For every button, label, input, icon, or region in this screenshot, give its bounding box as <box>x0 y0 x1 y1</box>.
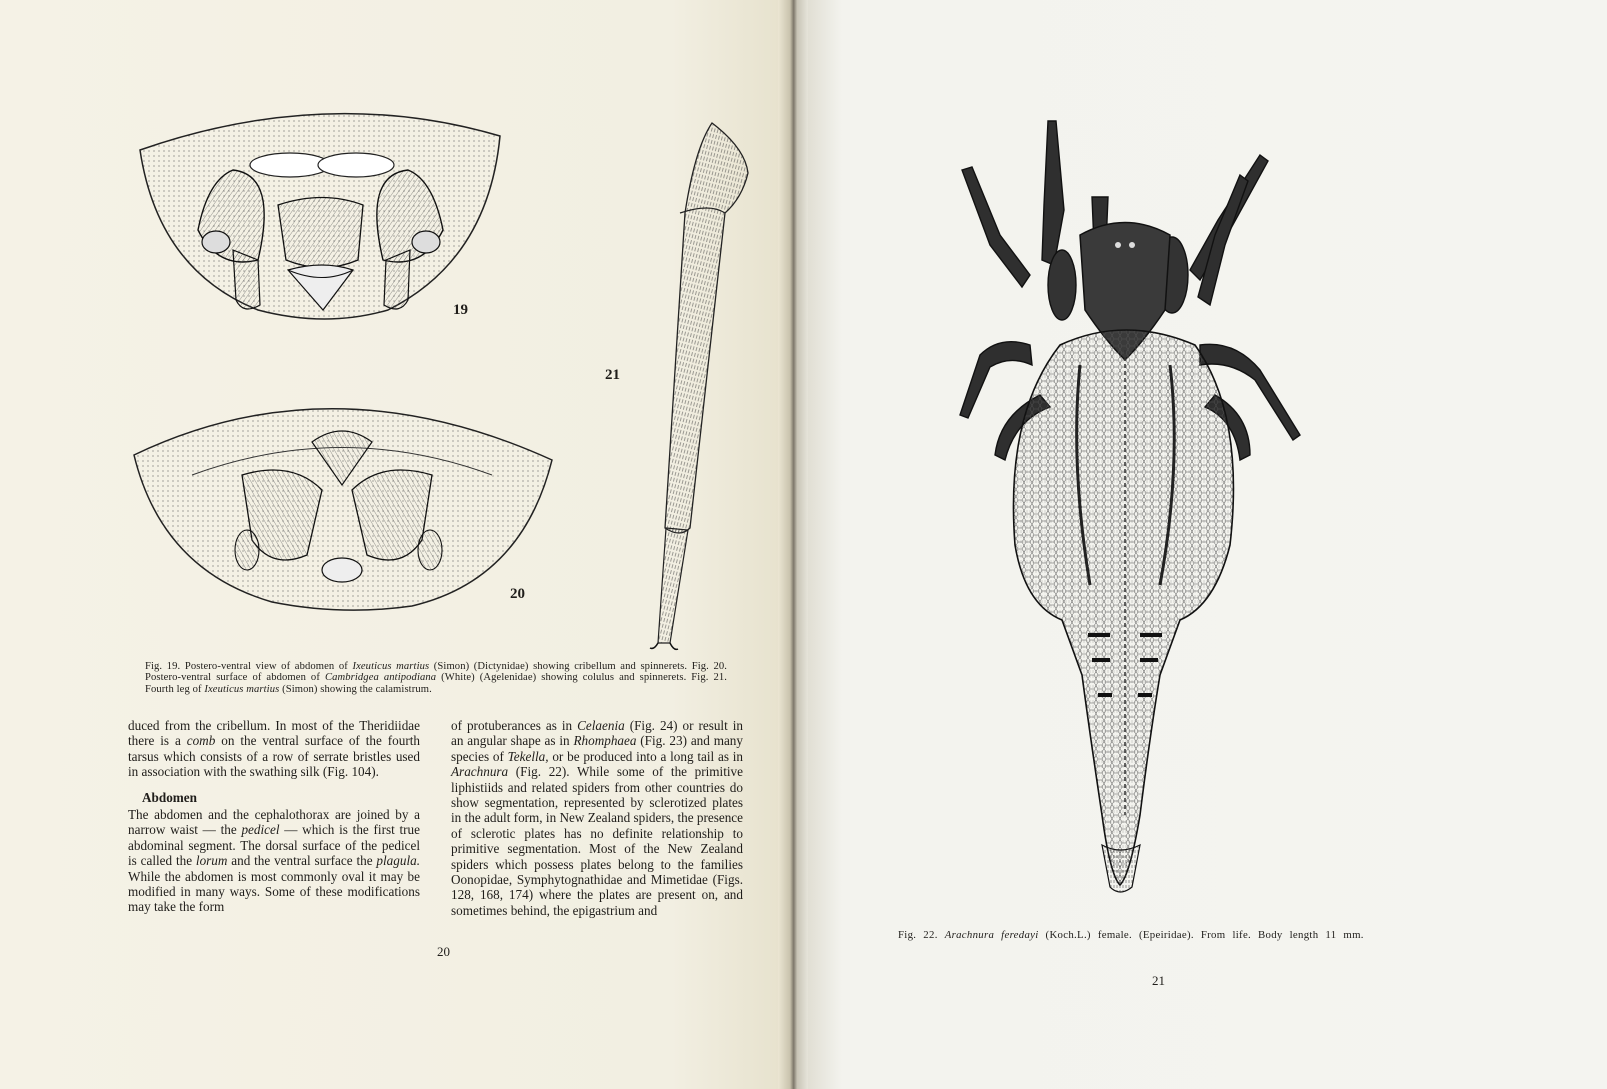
text-emphasis: comb <box>186 733 216 749</box>
text-run: The abdomen and the cephalothorax are joined by a narrow waist — the <box>128 807 420 838</box>
caption-species: Arachnura feredayi <box>944 929 1039 941</box>
caption-text: Fig. 22. <box>898 929 945 941</box>
text-run: of protuberances as in <box>451 718 578 733</box>
text-run: and the ventral surface the <box>227 853 377 869</box>
page-number-right: 21 <box>1152 973 1165 988</box>
book-gutter <box>778 0 808 1089</box>
figure-22-spider-illustration <box>960 115 1310 895</box>
text-emphasis: Tekella, <box>507 748 549 764</box>
caption-text: (Simon) (Dictynidae) showing cribellum and spinnerets. Fig. 20. Postero-ventral surface of abdomen of <box>145 661 727 684</box>
caption-text: (White) (Agelenidae) showing colulus and spinnerets. Fig. 21. Fourth leg of <box>145 672 728 695</box>
text-run: — which is the first true abdominal segment. The dorsal surface of the pedicel is called the <box>128 822 420 869</box>
page-number-left: 20 <box>437 944 450 959</box>
figures-19-21-caption <box>145 661 727 695</box>
figure-20-illustration <box>132 380 557 615</box>
caption-text: (Koch.L.) female. (Epeiridae). From life. Body length 11 mm. <box>1038 929 1364 941</box>
figure-19-illustration <box>138 110 514 330</box>
text-run: While the abdomen is most commonly oval it may be modified in many ways. Some of these modifications may take the form <box>128 868 420 915</box>
text-emphasis: Rhomphaea <box>573 733 637 749</box>
figure-20-label: 20 <box>510 586 525 602</box>
paragraph <box>128 807 420 915</box>
text-run: or be produced into a long tail as in <box>548 748 743 764</box>
text-emphasis: Arachnura <box>451 764 509 780</box>
caption-text: (Simon) showing the calamistrum. <box>279 683 432 695</box>
caption-species: Cambridgea antipodiana <box>324 672 437 684</box>
figure-22-caption <box>898 929 1364 941</box>
caption-text: Fig. 19. Postero-ventral view of abdomen of <box>145 661 353 672</box>
caption-species: Ixeuticus martius <box>204 683 280 695</box>
text-column-1 <box>128 718 420 915</box>
text-emphasis: lorum <box>195 853 228 869</box>
text-run: (Fig. 24) or result in an angular shape as in <box>451 718 743 749</box>
text-emphasis: plagula. <box>376 853 420 869</box>
paragraph <box>451 718 743 918</box>
paragraph <box>128 718 420 780</box>
figure-21-illustration <box>630 118 755 653</box>
section-heading-abdomen: Abdomen <box>142 789 197 805</box>
figure-21-label: 21 <box>605 367 620 383</box>
figure-19-label: 19 <box>453 302 468 318</box>
text-run: (Fig. 23) and many species of <box>451 733 743 764</box>
caption-species: Ixeuticus martius <box>352 661 430 672</box>
text-run: duced from the cribellum. In most of the Theridiidae there is a <box>128 718 420 749</box>
text-run: on the ventral surface of the fourth tarsus which consists of a row of serrate bristles used in association with the swathing silk (Fig. 104). <box>128 733 420 780</box>
text-run: (Fig. 22). While some of the primitive liphistiids and related spiders from other countries do show segmentation, represented by sclerotized plates in the adult form, in New Zealand spiders, the presence of sclerotic plates has no definite relationship to primitive segmentation. Most of the New Zealand spiders which possess plates belong to the families Oonopidae, Symphytognathidae and Mimetidae (Figs. 128, 168, 174) where the plates are present on, and sometimes behind, the epigastrium and <box>451 764 743 918</box>
text-emphasis: pedicel <box>241 822 280 838</box>
text-column-2 <box>451 718 743 918</box>
text-emphasis: Celaenia <box>577 718 625 733</box>
